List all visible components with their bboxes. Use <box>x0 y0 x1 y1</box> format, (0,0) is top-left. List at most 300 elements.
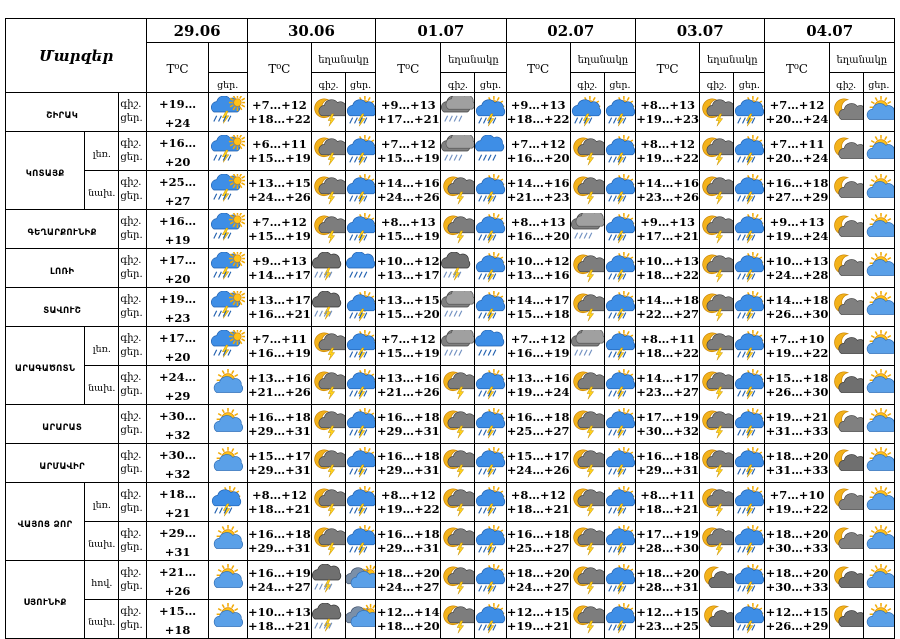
night-weather-icon <box>571 252 604 284</box>
temp-cell <box>147 93 208 132</box>
weather-icon <box>209 135 247 167</box>
day-weather-cell <box>863 444 894 483</box>
day-temp-range: +13…+16 <box>506 268 570 282</box>
night-temp-range: +16…+18 <box>506 410 570 424</box>
day-label: ցեր. <box>217 80 239 91</box>
temp-header <box>147 43 208 93</box>
day-temp-range: +24…+26 <box>247 190 311 204</box>
day-weather-icon <box>475 291 505 323</box>
night-weather-cell <box>829 327 863 366</box>
day-weather-icon <box>346 369 375 401</box>
temp-cell <box>247 288 311 327</box>
night-weather-icon <box>830 330 863 362</box>
temp-cell <box>376 522 441 561</box>
day-weather-cell <box>863 93 894 132</box>
day-temp-range: +15…+20 <box>376 307 440 321</box>
day-time-label: ցեր. <box>120 230 143 241</box>
night-temp-range: +13…+16 <box>247 371 311 385</box>
part-cell <box>85 561 119 600</box>
temp-cell <box>147 483 208 522</box>
day-temp-range: +15…+19 <box>247 151 311 165</box>
day-weather-cell <box>475 327 506 366</box>
day-weather-cell <box>475 561 506 600</box>
day-temp-range: +16…+19 <box>506 346 570 360</box>
night-temp-range: +7…+12 <box>251 98 307 112</box>
temp-cell <box>147 249 208 288</box>
day-weather-cell <box>346 327 376 366</box>
day-temp-range: +18…+22 <box>247 112 311 126</box>
day-temp-range: +30…+33 <box>765 541 829 555</box>
night-weather-cell <box>570 483 604 522</box>
night-label: գիշ. <box>447 80 468 91</box>
night-temp-range: +14…+16 <box>636 176 699 190</box>
region-part: լեռ. <box>92 148 111 160</box>
temp-cell <box>247 249 311 288</box>
day-weather-icon <box>864 408 894 440</box>
night-temp-range: +12…+15 <box>765 605 829 619</box>
night-temp-range: +18…+20 <box>376 566 440 580</box>
temp-range: +15…+18 <box>158 604 197 637</box>
temp-range: +16…+19 <box>158 214 197 247</box>
night-temp-range: +16…+18 <box>506 527 570 541</box>
day-weather-cell <box>863 600 894 639</box>
night-temp-range: +18…+20 <box>765 566 829 580</box>
weather-cell <box>208 93 247 132</box>
temp-cell <box>247 210 311 249</box>
region-cell <box>6 249 119 288</box>
night-weather-icon <box>700 213 733 245</box>
night-weather-icon <box>700 174 733 206</box>
night-weather-cell <box>441 132 475 171</box>
day-weather-icon <box>346 213 375 245</box>
date-header <box>765 19 895 43</box>
day-temp-range: +19…+22 <box>765 346 829 360</box>
day-temp-range: +18…+21 <box>506 502 570 516</box>
day-temp-range: +30…+33 <box>765 580 829 594</box>
night-weather-icon <box>571 525 604 557</box>
day-weather-cell <box>346 132 376 171</box>
region-part: նախ. <box>88 187 116 199</box>
day-weather-cell <box>346 288 376 327</box>
day-weather-icon <box>605 525 635 557</box>
day-weather-cell <box>863 210 894 249</box>
day-weather-icon <box>734 408 764 440</box>
temp-header <box>376 43 441 93</box>
temp-cell <box>147 288 208 327</box>
night-temp-range: +8…+12 <box>380 488 436 502</box>
region-part: նախ. <box>88 616 116 628</box>
day-temp-range: +19…+22 <box>376 502 440 516</box>
day-weather-icon <box>346 447 375 479</box>
day-weather-cell <box>604 210 635 249</box>
day-time-label: ցեր. <box>120 191 143 202</box>
night-weather-cell <box>311 561 345 600</box>
temp-range: +30…+32 <box>158 409 197 442</box>
time-label-cell <box>119 171 147 210</box>
day-weather-cell <box>475 600 506 639</box>
night-weather-icon <box>700 252 733 284</box>
day-weather-icon <box>475 408 505 440</box>
night-weather-cell <box>700 444 734 483</box>
night-weather-icon <box>312 330 345 362</box>
night-weather-cell <box>829 600 863 639</box>
day-time-label: ցեր. <box>120 308 143 319</box>
temp-cell <box>147 522 208 561</box>
date-header <box>247 19 375 43</box>
day-weather-icon <box>734 96 764 128</box>
temp-label: T⁰C <box>166 62 189 76</box>
temp-range: +16…+20 <box>158 136 197 169</box>
night-time-label: գիշ. <box>120 177 142 188</box>
day-temp-range: +18…+21 <box>636 502 699 516</box>
day-time-label: ցեր. <box>120 542 143 553</box>
night-weather-cell <box>311 249 345 288</box>
day-temp-range: +18…+22 <box>636 268 699 282</box>
temp-cell <box>765 561 829 600</box>
forecast-row <box>6 444 895 483</box>
night-temp-range: +7…+10 <box>769 332 825 346</box>
day-weather-cell <box>604 405 635 444</box>
temp-cell <box>765 93 829 132</box>
day-temp-range: +26…+29 <box>765 619 829 633</box>
day-weather-cell <box>604 288 635 327</box>
day-temp-range: +22…+27 <box>636 307 699 321</box>
temp-cell <box>765 600 829 639</box>
temp-cell <box>247 366 311 405</box>
day-weather-icon <box>605 369 635 401</box>
part-cell <box>85 327 119 366</box>
temp-cell <box>635 210 699 249</box>
night-weather-cell <box>441 366 475 405</box>
time-label-cell <box>119 288 147 327</box>
temp-cell <box>635 171 699 210</box>
day-temp-range: +23…+25 <box>636 619 699 633</box>
day-weather-icon <box>864 291 894 323</box>
night-temp-range: +12…+14 <box>376 605 440 619</box>
weather-cell <box>208 171 247 210</box>
day-temp-range: +16…+20 <box>506 229 570 243</box>
day-weather-cell <box>734 444 765 483</box>
night-weather-icon <box>571 369 604 401</box>
weather-cell <box>208 288 247 327</box>
night-weather-cell <box>570 327 604 366</box>
night-weather-cell <box>570 522 604 561</box>
night-temp-range: +10…+13 <box>765 254 829 268</box>
temp-cell <box>506 132 570 171</box>
night-weather-cell <box>829 171 863 210</box>
temp-cell <box>635 405 699 444</box>
day-weather-cell <box>604 327 635 366</box>
night-temp-range: +18…+20 <box>765 527 829 541</box>
day-label: ցեր. <box>349 80 372 91</box>
night-weather-icon <box>830 96 863 128</box>
day-weather-icon <box>605 135 635 167</box>
weather-icon <box>209 369 247 401</box>
day-temp-range: +15…+18 <box>506 307 570 321</box>
day-time-label: ցեր. <box>120 386 143 397</box>
night-weather-icon <box>700 369 733 401</box>
region-part: լեռ. <box>92 343 111 355</box>
night-temp-range: +10…+13 <box>247 605 311 619</box>
temp-label: T⁰C <box>527 62 550 76</box>
day-temp-range: +24…+28 <box>765 268 829 282</box>
temp-cell <box>247 444 311 483</box>
night-weather-icon <box>830 291 863 323</box>
region-name: ԳԵՂԱՐՔՈՒՆԻՔ <box>27 227 97 238</box>
temp-range: +29…+31 <box>158 526 197 559</box>
night-weather-cell <box>829 210 863 249</box>
night-weather-icon <box>700 291 733 323</box>
night-weather-icon <box>441 252 474 284</box>
day-weather-icon <box>734 486 764 518</box>
day-weather-cell <box>863 561 894 600</box>
day-weather-icon <box>475 486 505 518</box>
day-temp-range: +30…+32 <box>636 424 699 438</box>
temp-range: +30…+32 <box>158 448 197 481</box>
night-weather-cell <box>441 483 475 522</box>
temp-cell <box>247 405 311 444</box>
day-temp-range: +27…+29 <box>765 190 829 204</box>
day-weather-icon <box>346 96 375 128</box>
day-weather-cell <box>734 93 765 132</box>
temp-cell <box>506 249 570 288</box>
night-weather-icon <box>441 525 474 557</box>
day-temp-range: +23…+27 <box>636 385 699 399</box>
night-weather-cell <box>829 561 863 600</box>
night-weather-icon <box>830 174 863 206</box>
weather-icon <box>209 408 247 440</box>
forecast-row <box>6 483 895 522</box>
forecast-row <box>6 600 895 639</box>
weather-cell <box>208 210 247 249</box>
day-weather-cell <box>604 561 635 600</box>
day-temp-range: +17…+21 <box>376 112 440 126</box>
day-weather-cell <box>863 483 894 522</box>
night-subheader <box>700 73 734 93</box>
temp-cell <box>765 171 829 210</box>
temp-cell <box>506 483 570 522</box>
night-weather-icon <box>830 252 863 284</box>
night-temp-range: +8…+13 <box>380 215 436 229</box>
temp-header <box>506 43 570 93</box>
night-temp-range: +15…+17 <box>506 449 570 463</box>
night-weather-cell <box>311 522 345 561</box>
weather-cell <box>208 405 247 444</box>
temp-cell <box>506 444 570 483</box>
night-temp-range: +10…+12 <box>506 254 570 268</box>
night-weather-cell <box>829 366 863 405</box>
weather-label: եղանակը <box>318 55 369 66</box>
temp-cell <box>247 93 311 132</box>
night-time-label: գիշ. <box>120 99 142 110</box>
day-time-label: ցեր. <box>120 464 143 475</box>
temp-range: +18…+21 <box>158 487 197 520</box>
night-weather-cell <box>700 600 734 639</box>
region-cell <box>6 288 119 327</box>
day-weather-icon <box>734 447 764 479</box>
region-cell <box>6 444 119 483</box>
night-weather-cell <box>700 522 734 561</box>
forecast-row <box>6 561 895 600</box>
night-temp-range: +18…+20 <box>506 566 570 580</box>
night-weather-cell <box>311 288 345 327</box>
date-label: 04.07 <box>806 22 854 40</box>
night-weather-cell <box>570 561 604 600</box>
forecast-row <box>6 327 895 366</box>
day-temp-range: +29…+31 <box>247 424 311 438</box>
night-temp-range: +16…+18 <box>247 527 311 541</box>
day-weather-icon <box>475 213 505 245</box>
temp-cell <box>376 171 441 210</box>
night-weather-icon <box>571 174 604 206</box>
day-weather-icon <box>864 330 894 362</box>
night-time-label: գիշ. <box>120 372 142 383</box>
night-label: գիշ. <box>836 80 857 91</box>
night-temp-range: +10…+13 <box>636 254 699 268</box>
day-temp-range: +24…+27 <box>376 580 440 594</box>
day-weather-cell <box>863 327 894 366</box>
night-weather-cell <box>700 249 734 288</box>
night-temp-range: +8…+13 <box>640 98 695 112</box>
region-cell <box>6 93 119 132</box>
region-name: ԱՐՄԱՎԻՐ <box>39 461 85 472</box>
day-weather-icon <box>864 525 894 557</box>
day-temp-range: +13…+17 <box>376 268 440 282</box>
night-weather-icon <box>571 213 604 245</box>
temp-cell <box>247 132 311 171</box>
temp-cell <box>147 600 208 639</box>
temp-cell <box>376 132 441 171</box>
temp-cell <box>506 405 570 444</box>
night-weather-cell <box>311 132 345 171</box>
day-time-label: ցեր. <box>120 347 143 358</box>
weather-icon <box>209 564 247 596</box>
night-weather-icon <box>700 564 733 596</box>
weather-label: եղանակը <box>448 55 499 66</box>
day-temp-range: +26…+30 <box>765 307 829 321</box>
day-weather-cell <box>475 405 506 444</box>
part-cell <box>85 522 119 561</box>
day-temp-range: +18…+20 <box>376 619 440 633</box>
night-weather-icon <box>700 135 733 167</box>
day-weather-icon <box>475 135 505 167</box>
temp-cell <box>147 132 208 171</box>
day-temp-range: +18…+22 <box>636 346 699 360</box>
night-weather-cell <box>700 210 734 249</box>
day-weather-cell <box>863 249 894 288</box>
day-weather-cell <box>346 405 376 444</box>
part-cell <box>85 483 119 522</box>
region-name: ԱՐԱԳԱԾՈՏՆ <box>15 364 76 374</box>
night-weather-cell <box>829 93 863 132</box>
night-temp-range: +14…+17 <box>636 371 699 385</box>
temp-cell <box>635 444 699 483</box>
part-cell <box>85 366 119 405</box>
night-weather-icon <box>830 408 863 440</box>
time-label-cell <box>119 522 147 561</box>
night-weather-cell <box>700 327 734 366</box>
day-weather-icon <box>475 174 505 206</box>
night-weather-cell <box>311 171 345 210</box>
day-weather-icon <box>475 330 505 362</box>
day-weather-cell <box>734 288 765 327</box>
night-temp-range: +16…+19 <box>247 566 311 580</box>
weather-icon <box>209 525 247 557</box>
day-weather-cell <box>734 132 765 171</box>
temp-label: T⁰C <box>656 62 679 76</box>
weather-header <box>441 43 506 73</box>
temp-cell <box>247 600 311 639</box>
region-cell <box>6 327 85 405</box>
night-weather-cell <box>829 405 863 444</box>
night-weather-cell <box>441 288 475 327</box>
night-time-label: գիշ. <box>120 333 142 344</box>
temp-range: +17…+20 <box>158 331 197 364</box>
temp-cell <box>147 327 208 366</box>
night-weather-icon <box>571 135 604 167</box>
day-temp-range: +28…+30 <box>636 541 699 555</box>
temp-cell <box>376 561 441 600</box>
night-weather-cell <box>700 561 734 600</box>
day-weather-icon <box>605 291 635 323</box>
day-weather-cell <box>346 210 376 249</box>
time-label-cell <box>119 249 147 288</box>
day-weather-icon <box>346 291 375 323</box>
day-weather-icon <box>605 408 635 440</box>
night-time-label: գիշ. <box>120 216 142 227</box>
night-temp-range: +16…+18 <box>636 449 699 463</box>
night-temp-range: +8…+13 <box>510 215 566 229</box>
region-cell <box>6 405 119 444</box>
forecast-row <box>6 210 895 249</box>
night-temp-range: +13…+15 <box>247 176 311 190</box>
day-weather-cell <box>346 93 376 132</box>
city-label: Մարզեր <box>39 47 114 65</box>
day-weather-icon <box>734 564 764 596</box>
temp-cell <box>506 288 570 327</box>
forecast-row <box>6 522 895 561</box>
day-weather-icon <box>346 564 375 596</box>
temp-cell <box>506 93 570 132</box>
night-temp-range: +15…+18 <box>765 371 829 385</box>
forecast-row <box>6 366 895 405</box>
night-weather-cell <box>311 93 345 132</box>
temp-cell <box>635 249 699 288</box>
day-weather-cell <box>734 405 765 444</box>
night-temp-range: +9…+13 <box>380 98 436 112</box>
weather-header-empty <box>208 43 247 73</box>
day-temp-range: +17…+21 <box>636 229 699 243</box>
day-subheader <box>475 73 506 93</box>
day-weather-icon <box>605 447 635 479</box>
night-temp-range: +7…+12 <box>380 137 436 151</box>
temp-cell <box>765 366 829 405</box>
night-weather-icon <box>441 330 474 362</box>
temp-cell <box>376 444 441 483</box>
day-weather-cell <box>475 522 506 561</box>
temp-cell <box>635 288 699 327</box>
night-temp-range: +9…+13 <box>251 254 307 268</box>
day-weather-cell <box>604 93 635 132</box>
weather-label: եղանակը <box>836 55 888 66</box>
temp-header <box>635 43 699 93</box>
day-weather-cell <box>863 366 894 405</box>
day-weather-icon <box>475 369 505 401</box>
day-weather-cell <box>734 171 765 210</box>
day-time-label: ցեր. <box>120 503 143 514</box>
night-weather-cell <box>570 171 604 210</box>
night-weather-cell <box>700 132 734 171</box>
